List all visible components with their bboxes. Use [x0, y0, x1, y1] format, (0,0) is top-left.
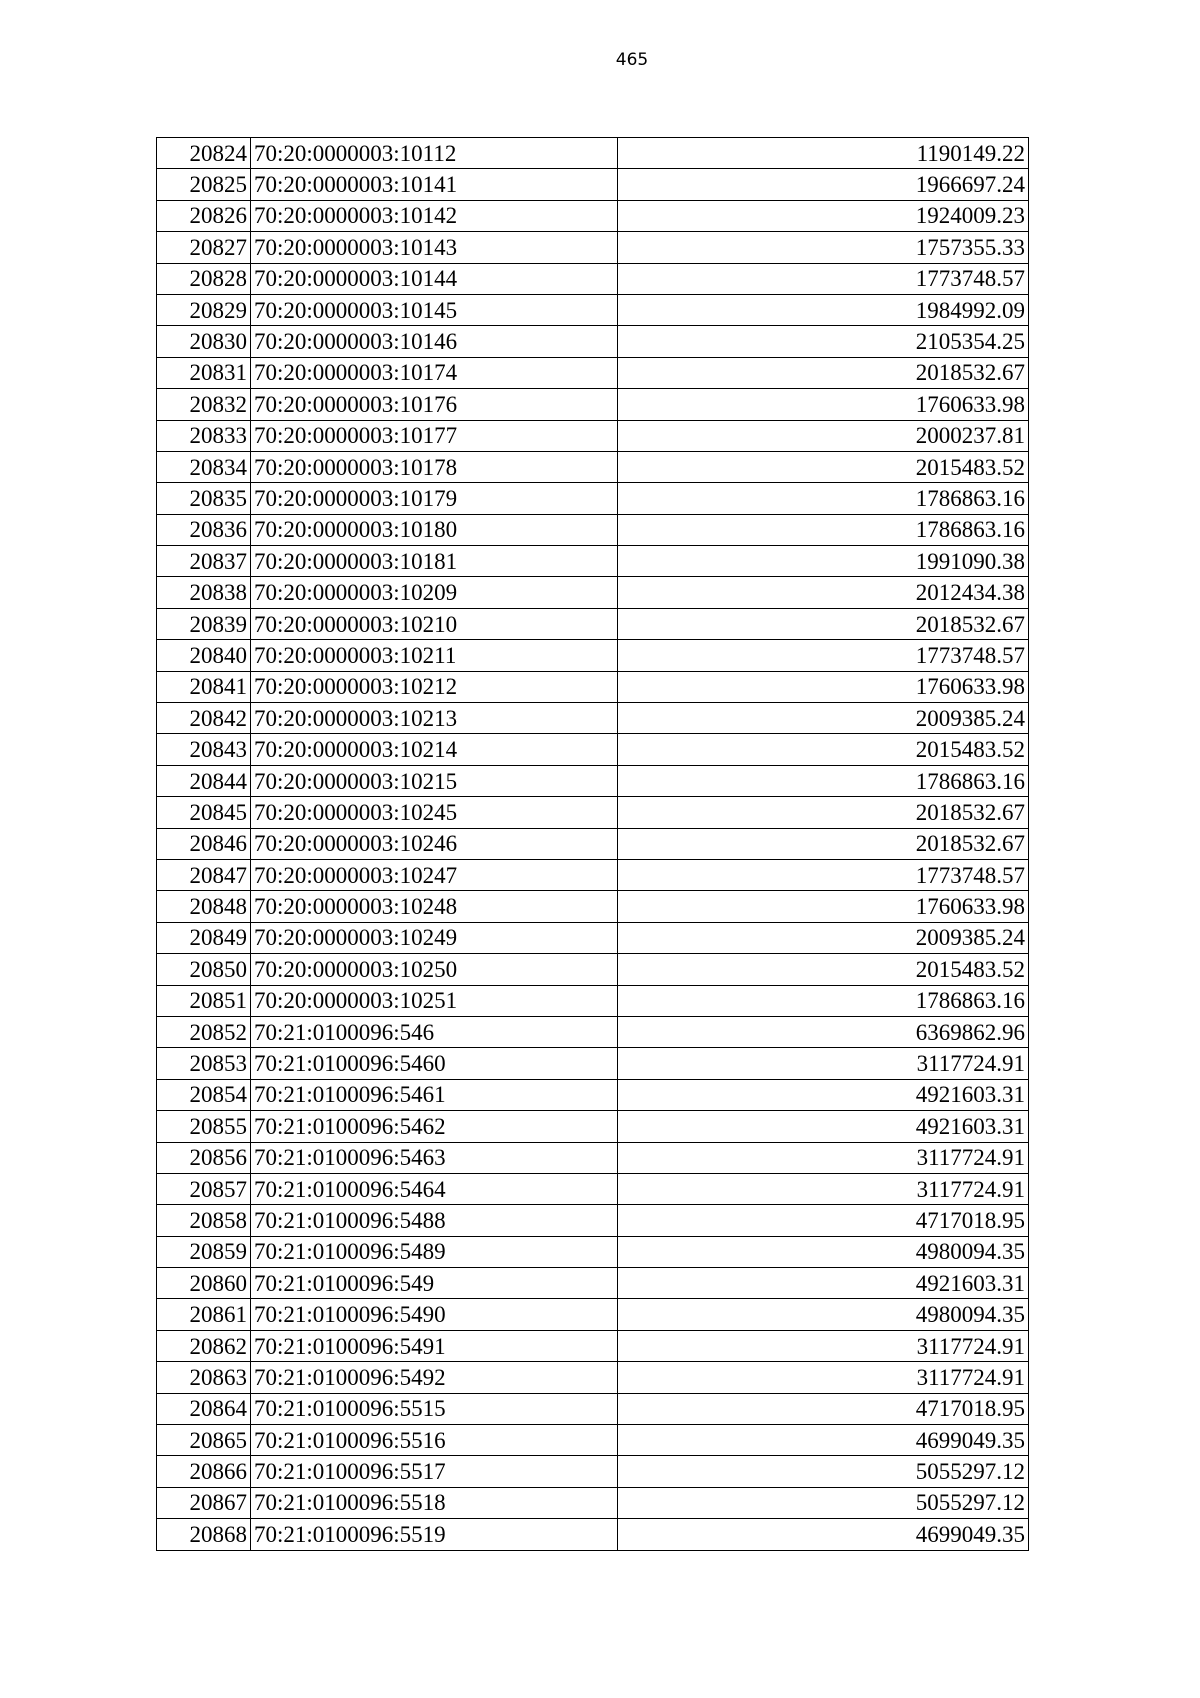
row-number-cell: 20843	[157, 734, 251, 765]
row-number-cell: 20841	[157, 671, 251, 702]
table-row	[157, 169, 1029, 200]
cadastral-number-cell: 70:20:0000003:10181	[251, 546, 618, 577]
cadastral-value-cell: 6369862.96	[618, 1016, 1029, 1047]
cadastral-number-cell: 70:20:0000003:10145	[251, 294, 618, 325]
row-number-cell: 20849	[157, 922, 251, 953]
cadastral-value-cell: 1760633.98	[618, 389, 1029, 420]
cadastral-value-cell: 3117724.91	[618, 1173, 1029, 1204]
cadastral-number-cell: 70:20:0000003:10211	[251, 640, 618, 671]
cadastral-value-cell: 1924009.23	[618, 200, 1029, 231]
cadastral-number-cell: 70:20:0000003:10214	[251, 734, 618, 765]
cadastral-value-cell: 1786863.16	[618, 765, 1029, 796]
cadastral-number-cell: 70:20:0000003:10249	[251, 922, 618, 953]
row-number-cell: 20824	[157, 138, 251, 169]
registry-table-body	[157, 138, 1029, 1551]
cadastral-value-cell: 1991090.38	[618, 546, 1029, 577]
cadastral-value-cell: 4921603.31	[618, 1111, 1029, 1142]
cadastral-number-cell: 70:20:0000003:10179	[251, 483, 618, 514]
cadastral-number-cell: 70:21:0100096:5515	[251, 1393, 618, 1424]
cadastral-number-cell: 70:21:0100096:5461	[251, 1079, 618, 1110]
cadastral-number-cell: 70:20:0000003:10177	[251, 420, 618, 451]
cadastral-number-cell: 70:21:0100096:5516	[251, 1425, 618, 1456]
cadastral-value-cell: 4699049.35	[618, 1519, 1029, 1550]
table-row	[157, 859, 1029, 890]
row-number-cell: 20831	[157, 357, 251, 388]
cadastral-value-cell: 2009385.24	[618, 703, 1029, 734]
cadastral-value-cell: 1786863.16	[618, 514, 1029, 545]
cadastral-number-cell: 70:20:0000003:10251	[251, 985, 618, 1016]
cadastral-value-cell: 4717018.95	[618, 1393, 1029, 1424]
cadastral-number-cell: 70:21:0100096:5519	[251, 1519, 618, 1550]
table-row	[157, 294, 1029, 325]
cadastral-number-cell: 70:21:0100096:5491	[251, 1330, 618, 1361]
cadastral-value-cell: 1773748.57	[618, 263, 1029, 294]
table-row	[157, 263, 1029, 294]
cadastral-number-cell: 70:21:0100096:5462	[251, 1111, 618, 1142]
cadastral-value-cell: 4980094.35	[618, 1236, 1029, 1267]
table-row	[157, 357, 1029, 388]
table-row	[157, 1173, 1029, 1204]
row-number-cell: 20855	[157, 1111, 251, 1142]
row-number-cell: 20839	[157, 608, 251, 639]
row-number-cell: 20868	[157, 1519, 251, 1550]
table-row	[157, 389, 1029, 420]
table-row	[157, 1016, 1029, 1047]
cadastral-value-cell: 2018532.67	[618, 357, 1029, 388]
cadastral-value-cell: 1984992.09	[618, 294, 1029, 325]
row-number-cell: 20833	[157, 420, 251, 451]
cadastral-number-cell: 70:20:0000003:10178	[251, 451, 618, 482]
cadastral-number-cell: 70:21:0100096:549	[251, 1268, 618, 1299]
table-row	[157, 232, 1029, 263]
cadastral-value-cell: 2015483.52	[618, 451, 1029, 482]
table-row	[157, 703, 1029, 734]
cadastral-number-cell: 70:20:0000003:10213	[251, 703, 618, 734]
row-number-cell: 20859	[157, 1236, 251, 1267]
table-row	[157, 1362, 1029, 1393]
row-number-cell: 20829	[157, 294, 251, 325]
table-row	[157, 546, 1029, 577]
row-number-cell: 20830	[157, 326, 251, 357]
cadastral-value-cell: 3117724.91	[618, 1330, 1029, 1361]
row-number-cell: 20826	[157, 200, 251, 231]
cadastral-number-cell: 70:21:0100096:5517	[251, 1456, 618, 1487]
row-number-cell: 20842	[157, 703, 251, 734]
cadastral-number-cell: 70:20:0000003:10248	[251, 891, 618, 922]
cadastral-value-cell: 2018532.67	[618, 797, 1029, 828]
cadastral-value-cell: 3117724.91	[618, 1362, 1029, 1393]
cadastral-number-cell: 70:21:0100096:5460	[251, 1048, 618, 1079]
table-row	[157, 1393, 1029, 1424]
cadastral-value-cell: 1760633.98	[618, 671, 1029, 702]
cadastral-number-cell: 70:21:0100096:5464	[251, 1173, 618, 1204]
cadastral-number-cell: 70:20:0000003:10245	[251, 797, 618, 828]
row-number-cell: 20850	[157, 954, 251, 985]
cadastral-number-cell: 70:20:0000003:10174	[251, 357, 618, 388]
cadastral-value-cell: 2015483.52	[618, 734, 1029, 765]
row-number-cell: 20863	[157, 1362, 251, 1393]
table-row	[157, 483, 1029, 514]
table-row	[157, 1142, 1029, 1173]
row-number-cell: 20860	[157, 1268, 251, 1299]
table-row	[157, 1299, 1029, 1330]
table-row	[157, 1268, 1029, 1299]
cadastral-number-cell: 70:20:0000003:10112	[251, 138, 618, 169]
row-number-cell: 20864	[157, 1393, 251, 1424]
cadastral-number-cell: 70:21:0100096:5488	[251, 1205, 618, 1236]
cadastral-value-cell: 1786863.16	[618, 985, 1029, 1016]
cadastral-value-cell: 4921603.31	[618, 1268, 1029, 1299]
cadastral-number-cell: 70:20:0000003:10250	[251, 954, 618, 985]
table-row	[157, 420, 1029, 451]
cadastral-number-cell: 70:20:0000003:10210	[251, 608, 618, 639]
cadastral-number-cell: 70:20:0000003:10141	[251, 169, 618, 200]
row-number-cell: 20862	[157, 1330, 251, 1361]
cadastral-value-cell: 4699049.35	[618, 1425, 1029, 1456]
page-number: 465	[615, 50, 649, 70]
cadastral-value-cell: 5055297.12	[618, 1456, 1029, 1487]
table-row	[157, 765, 1029, 796]
cadastral-value-cell: 2015483.52	[618, 954, 1029, 985]
cadastral-number-cell: 70:20:0000003:10142	[251, 200, 618, 231]
table-row	[157, 1111, 1029, 1142]
cadastral-value-cell: 1760633.98	[618, 891, 1029, 922]
cadastral-value-cell: 4717018.95	[618, 1205, 1029, 1236]
cadastral-number-cell: 70:20:0000003:10212	[251, 671, 618, 702]
table-row	[157, 1236, 1029, 1267]
row-number-cell: 20858	[157, 1205, 251, 1236]
cadastral-value-cell: 2012434.38	[618, 577, 1029, 608]
table-row	[157, 1079, 1029, 1110]
table-row	[157, 608, 1029, 639]
table-row	[157, 954, 1029, 985]
cadastral-value-cell: 2018532.67	[618, 608, 1029, 639]
cadastral-number-cell: 70:21:0100096:5518	[251, 1487, 618, 1518]
row-number-cell: 20866	[157, 1456, 251, 1487]
cadastral-value-cell: 5055297.12	[618, 1487, 1029, 1518]
row-number-cell: 20837	[157, 546, 251, 577]
table-row	[157, 891, 1029, 922]
cadastral-number-cell: 70:21:0100096:5463	[251, 1142, 618, 1173]
table-row	[157, 985, 1029, 1016]
row-number-cell: 20845	[157, 797, 251, 828]
table-row	[157, 1205, 1029, 1236]
row-number-cell: 20846	[157, 828, 251, 859]
cadastral-number-cell: 70:20:0000003:10144	[251, 263, 618, 294]
row-number-cell: 20854	[157, 1079, 251, 1110]
cadastral-value-cell: 4921603.31	[618, 1079, 1029, 1110]
cadastral-value-cell: 1757355.33	[618, 232, 1029, 263]
row-number-cell: 20834	[157, 451, 251, 482]
row-number-cell: 20857	[157, 1173, 251, 1204]
row-number-cell: 20825	[157, 169, 251, 200]
cadastral-value-cell: 1786863.16	[618, 483, 1029, 514]
row-number-cell: 20856	[157, 1142, 251, 1173]
cadastral-value-cell: 1966697.24	[618, 169, 1029, 200]
table-row	[157, 828, 1029, 859]
cadastral-number-cell: 70:20:0000003:10143	[251, 232, 618, 263]
cadastral-number-cell: 70:20:0000003:10146	[251, 326, 618, 357]
cadastral-number-cell: 70:21:0100096:5492	[251, 1362, 618, 1393]
table-row	[157, 671, 1029, 702]
row-number-cell: 20828	[157, 263, 251, 294]
table-row	[157, 514, 1029, 545]
row-number-cell: 20827	[157, 232, 251, 263]
row-number-cell: 20847	[157, 859, 251, 890]
row-number-cell: 20848	[157, 891, 251, 922]
table-row	[157, 1456, 1029, 1487]
row-number-cell: 20853	[157, 1048, 251, 1079]
table-row	[157, 326, 1029, 357]
table-row	[157, 577, 1029, 608]
table-row	[157, 1048, 1029, 1079]
table-row	[157, 1487, 1029, 1518]
cadastral-value-cell: 1773748.57	[618, 640, 1029, 671]
cadastral-number-cell: 70:20:0000003:10246	[251, 828, 618, 859]
cadastral-value-cell: 1190149.22	[618, 138, 1029, 169]
cadastral-number-cell: 70:21:0100096:5490	[251, 1299, 618, 1330]
row-number-cell: 20840	[157, 640, 251, 671]
table-row	[157, 1425, 1029, 1456]
row-number-cell: 20867	[157, 1487, 251, 1518]
cadastral-value-cell: 2018532.67	[618, 828, 1029, 859]
cadastral-value-cell: 2009385.24	[618, 922, 1029, 953]
row-number-cell: 20836	[157, 514, 251, 545]
cadastral-value-cell: 1773748.57	[618, 859, 1029, 890]
cadastral-number-cell: 70:20:0000003:10209	[251, 577, 618, 608]
table-row	[157, 1519, 1029, 1550]
table-row	[157, 797, 1029, 828]
row-number-cell: 20851	[157, 985, 251, 1016]
cadastral-value-cell: 2000237.81	[618, 420, 1029, 451]
cadastral-number-cell: 70:20:0000003:10215	[251, 765, 618, 796]
registry-table	[156, 137, 1029, 1551]
cadastral-number-cell: 70:21:0100096:5489	[251, 1236, 618, 1267]
row-number-cell: 20835	[157, 483, 251, 514]
table-row	[157, 200, 1029, 231]
row-number-cell: 20844	[157, 765, 251, 796]
row-number-cell: 20832	[157, 389, 251, 420]
table-row	[157, 1330, 1029, 1361]
row-number-cell: 20838	[157, 577, 251, 608]
cadastral-number-cell: 70:20:0000003:10247	[251, 859, 618, 890]
cadastral-value-cell: 4980094.35	[618, 1299, 1029, 1330]
cadastral-value-cell: 3117724.91	[618, 1048, 1029, 1079]
table-row	[157, 922, 1029, 953]
row-number-cell: 20865	[157, 1425, 251, 1456]
table-row	[157, 640, 1029, 671]
row-number-cell: 20852	[157, 1016, 251, 1047]
table-row	[157, 734, 1029, 765]
cadastral-number-cell: 70:20:0000003:10180	[251, 514, 618, 545]
row-number-cell: 20861	[157, 1299, 251, 1330]
cadastral-number-cell: 70:20:0000003:10176	[251, 389, 618, 420]
cadastral-value-cell: 3117724.91	[618, 1142, 1029, 1173]
cadastral-value-cell: 2105354.25	[618, 326, 1029, 357]
cadastral-number-cell: 70:21:0100096:546	[251, 1016, 618, 1047]
table-row	[157, 138, 1029, 169]
table-row	[157, 451, 1029, 482]
